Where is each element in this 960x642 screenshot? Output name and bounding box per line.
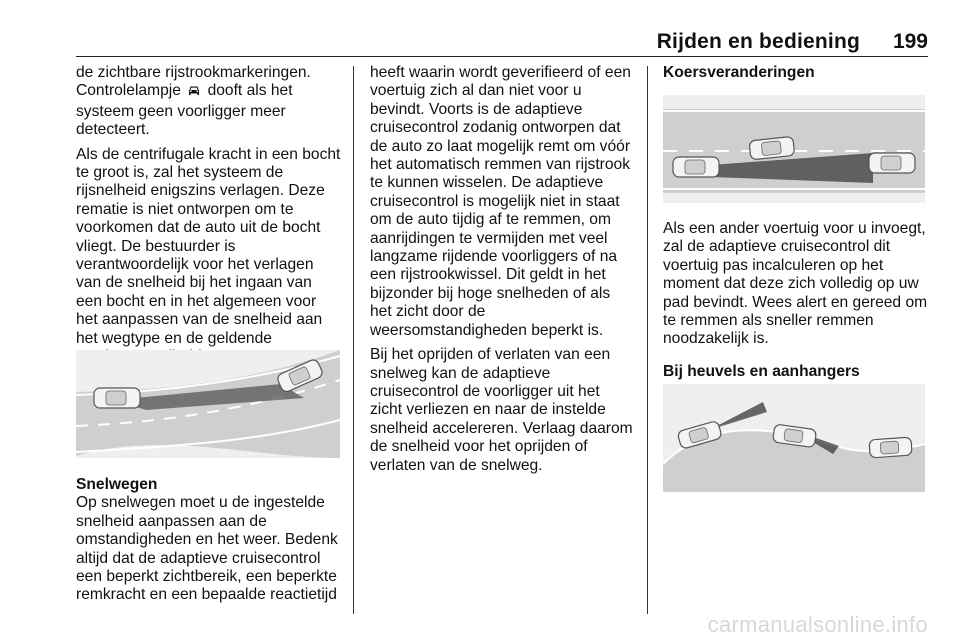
figure-lane-change <box>663 95 925 203</box>
column-3-heading <box>663 64 927 82</box>
section-title-koersveranderingen: Koersveranderingen <box>663 64 815 81</box>
figure-hills <box>663 384 925 492</box>
paragraph: Bij het oprijden of verlaten van een snelweg kan de adaptieve cruisecontrol de voorligger uit het zicht verliezen en naar de instelde snelheid accelereren. Verlaag daarom de snelheid voor het oprijden of verlaten van de snelweg. <box>370 346 633 474</box>
paragraph-text: dooft als het systeem geen voorligger meer detecteert. <box>76 82 293 139</box>
column-1-top <box>76 64 342 373</box>
header-rule <box>76 56 928 57</box>
car-front-icon <box>187 84 201 102</box>
paragraph <box>76 64 342 140</box>
column-1-bottom <box>76 476 342 605</box>
column-divider-2 <box>647 66 648 614</box>
paragraph: Als een ander voertuig voor u invoegt, zal de adaptieve cruisecontrol dit voertuig pas incalculeren op het moment dat deze zich volledig op uw pad bevindt. Wees alert en gereed om te remmen als sneller remmen noodzakelijk is. <box>663 220 928 348</box>
paragraph: Op snelwegen moet u de ingestelde snelheid aanpassen aan de omstandigheden en het weer. Bedenk altijd dat de adaptieve cruisecontrol een beperkt zichtbereik, een beperkte remkracht en een bepaalde reactietijd <box>76 494 338 604</box>
paragraph: Als de centrifugale kracht in een bocht te groot is, zal het systeem de rijsnelheid enigszins verlagen. Deze rematie is niet ontworpen om te voorkomen dat de auto uit de bocht vliegt. De bestuurder is verantwoordelijk voor het verlagen van de snelheid bij het ingaan van een bocht en in het algemeen voor het aanpassen van de snelheid aan het wegtype en de geldende <box>76 145 341 347</box>
section-title-snelwegen: Snelwegen <box>76 476 158 493</box>
page-number: 199 <box>892 30 928 53</box>
section-title-heuvels: Bij heuvels en aanhangers <box>663 362 860 380</box>
column-divider-1 <box>353 66 354 614</box>
paragraph: heeft waarin wordt geverifieerd of een voertuig zich al dan niet voor u bevindt. Voorts is de adaptieve cruisecontrol zodanig ontworpen dat de auto zo laat mogelijk remt om vóór het automatisch remmen van rijstrook te kunnen wisselen. De adaptieve cruisecontrol is mogelijk niet in staat om de auto tijdig af te remmen, om aanrijdingen te vermijden met veel langzame rijdende voorliggers of na een rijstrookwissel. Dit geldt in het bijzonder bij hoge snelheden of als het zicht door de weersomstandigheden beperkt is. <box>370 64 631 339</box>
column-3-body <box>663 220 929 381</box>
paragraph-text: de zichtbare rijstrookmarkeringen. Controlelampje <box>76 64 311 100</box>
figure-curve-road <box>76 350 340 458</box>
watermark: carmanualsonline.info <box>707 612 928 637</box>
column-2 <box>370 64 634 481</box>
page-header-title: Rijden en bediening <box>656 30 860 53</box>
